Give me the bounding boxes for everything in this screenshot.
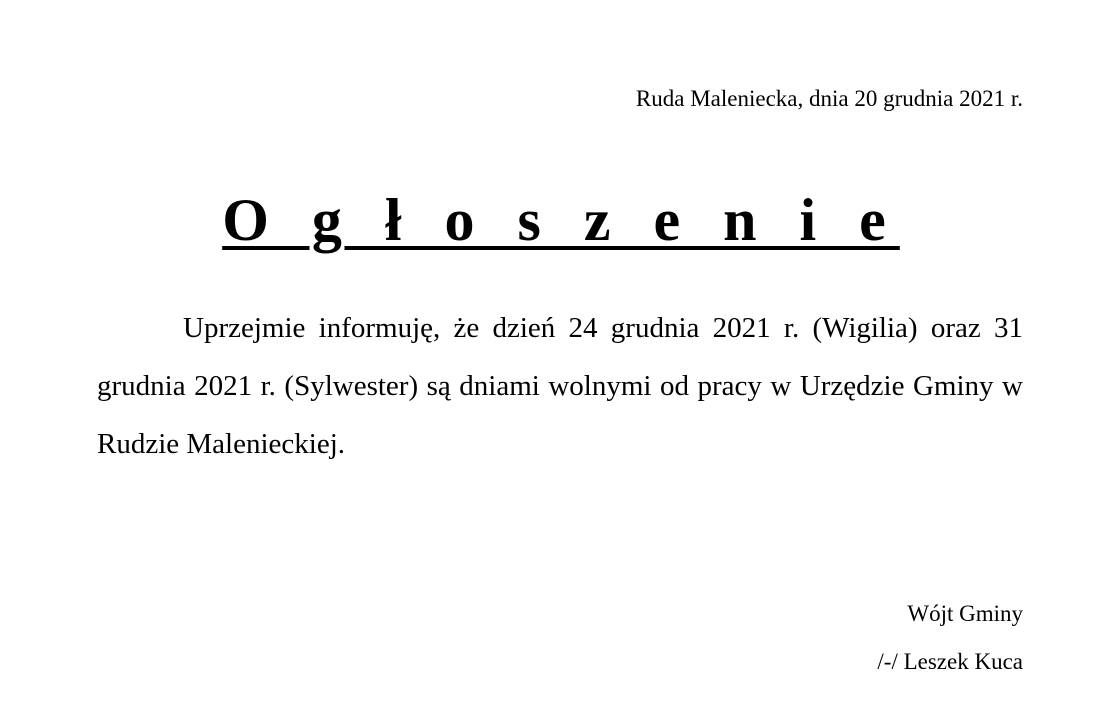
place-and-date: Ruda Maleniecka, dnia 20 grudnia 2021 r.	[635, 86, 1023, 111]
document-title: O g ł o s z e n i e	[222, 187, 900, 253]
announcement-body: Uprzejmie informuję, że dzień 24 grudnia 2021 r. (Wigilia) oraz 31 grudnia 2021 r. (Sylwester) są dniami wolnymi od pracy w Urzędzie Gminy w Rudzie Malenieckiej.	[97, 312, 1023, 460]
signatory-title: Wójt Gminy	[907, 601, 1023, 626]
signatory-name: /-/ Leszek Kuca	[877, 649, 1023, 674]
